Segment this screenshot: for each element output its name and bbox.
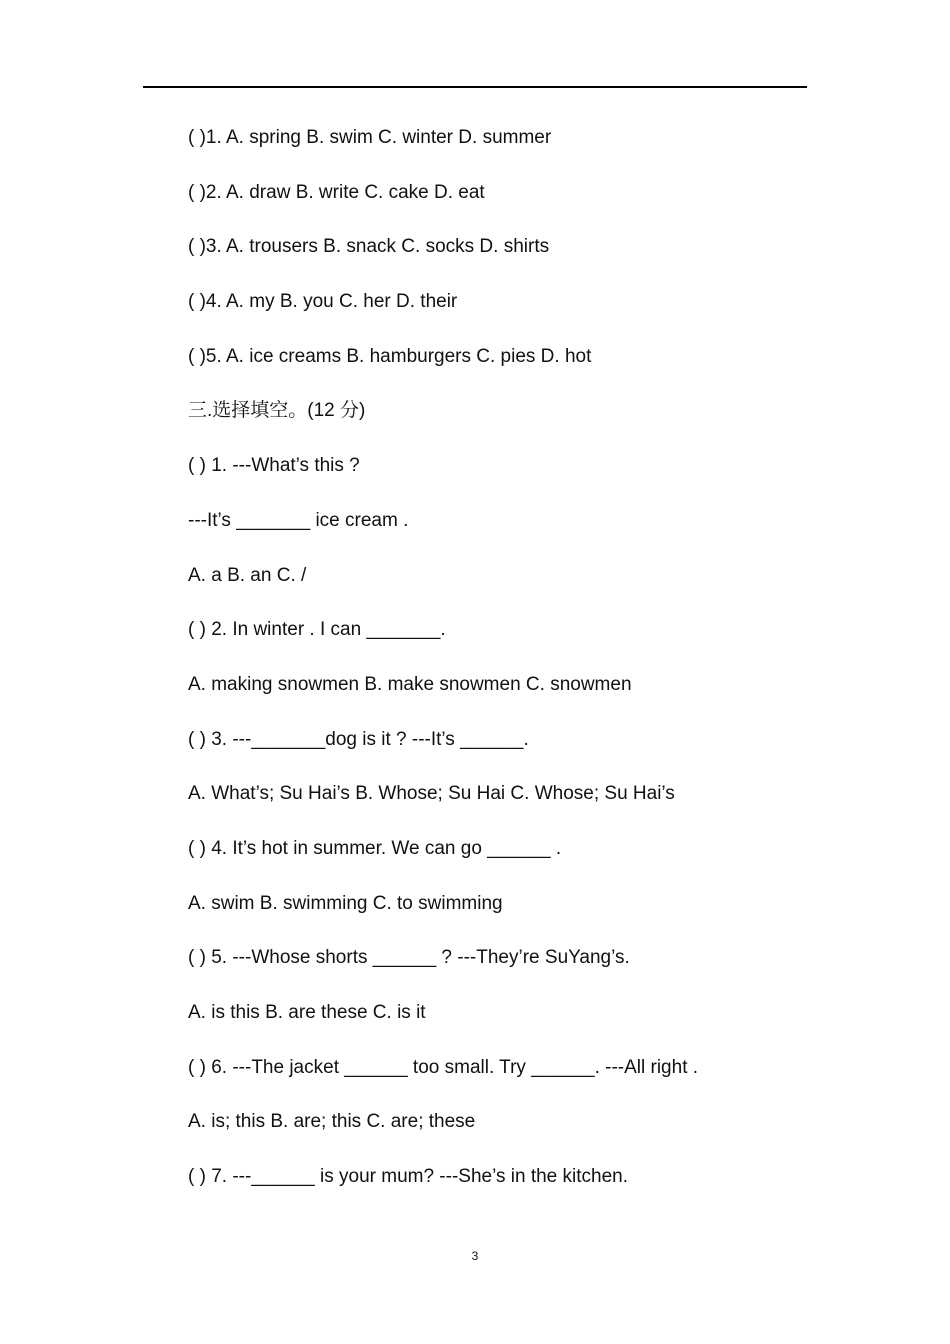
exercise-content bbox=[188, 124, 828, 1218]
q3-3-question: ( ) 3. ---_______dog is it ? ---It’s ______. bbox=[188, 728, 529, 750]
q3-1-question: ( ) 1. ---What’s this ? bbox=[188, 455, 360, 477]
q3-1-options: A. a B. an C. / bbox=[188, 564, 307, 586]
q3-1-answer-line: ---It’s _______ ice cream . bbox=[188, 509, 409, 531]
q-part2-item-2: ( )2. A. draw B. write C. cake D. eat bbox=[188, 181, 485, 203]
q-part2-item-1: ( )1. A. spring B. swim C. winter D. summer bbox=[188, 127, 552, 148]
q3-7-question: ( ) 7. ---______ is your mum? ---She’s in the kitchen. bbox=[188, 1166, 628, 1188]
header-rule bbox=[143, 86, 807, 88]
q3-5-options: A. is this B. are these C. is it bbox=[188, 1002, 426, 1023]
q3-6-options: A. is; this B. are; this C. are; these bbox=[188, 1111, 476, 1133]
q3-6-question: ( ) 6. ---The jacket ______ too small. Try ______. ---All right . bbox=[188, 1056, 699, 1078]
q-part2-item-3: ( )3. A. trousers B. snack C. socks D. shirts bbox=[188, 236, 550, 258]
q-part2-item-5: ( )5. A. ice creams B. hamburgers C. pies D. hot bbox=[188, 345, 592, 367]
q3-2-question: ( ) 2. In winter . I can _______. bbox=[188, 619, 446, 641]
q3-3-options: A. What’s; Su Hai’s B. Whose; Su Hai C. Whose; Su Hai’s bbox=[188, 783, 675, 805]
q3-5-question: ( ) 5. ---Whose shorts ______ ? ---They’re SuYang’s. bbox=[188, 947, 630, 969]
page-number: 3 bbox=[471, 1249, 479, 1263]
q3-2-options: A. making snowmen B. make snowmen C. snowmen bbox=[188, 673, 632, 695]
q3-4-options: A. swim B. swimming C. to swimming bbox=[188, 892, 503, 914]
section-3-heading: 三.选择填空。(12 分) bbox=[188, 400, 366, 422]
q3-4-question: ( ) 4. It’s hot in summer. We can go ______ . bbox=[188, 837, 562, 859]
q-part2-item-4: ( )4. A. my B. you C. her D. their bbox=[188, 291, 458, 313]
